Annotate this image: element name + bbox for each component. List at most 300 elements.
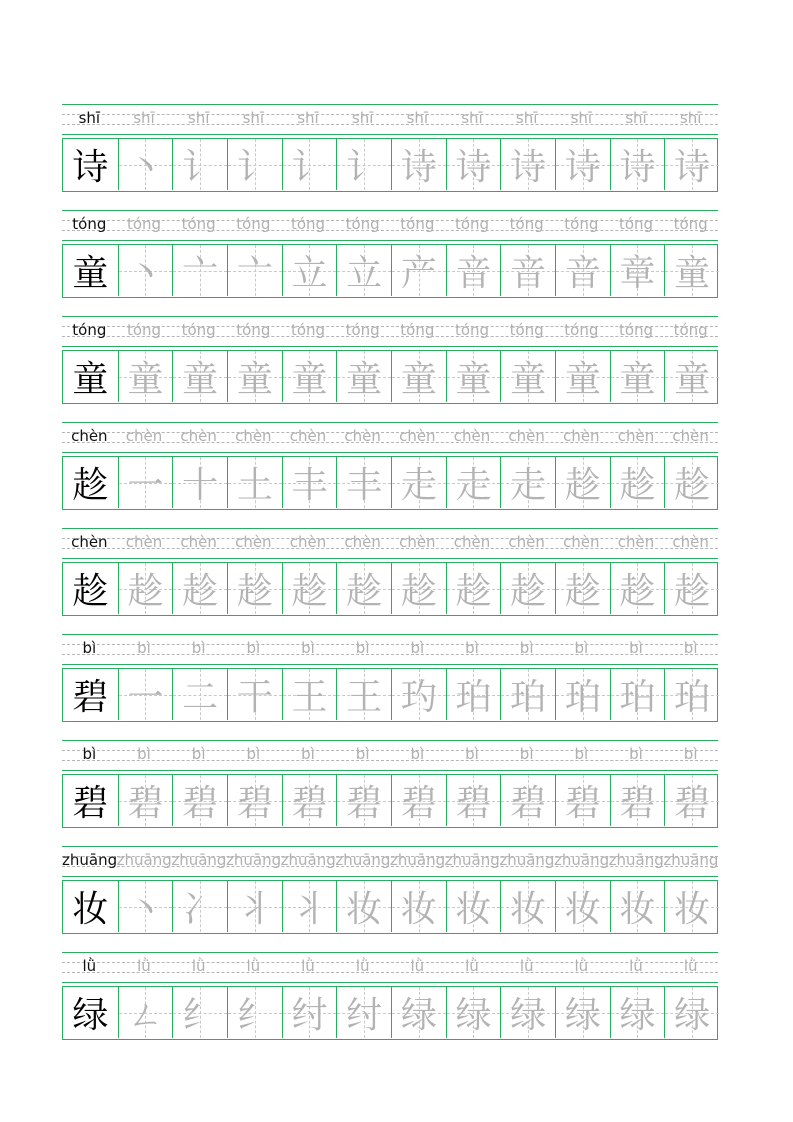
trace-character-cell bbox=[282, 457, 337, 508]
practice-row bbox=[62, 422, 718, 528]
practice-row bbox=[62, 952, 718, 1058]
guide-line bbox=[62, 134, 718, 135]
trace-character: 诗 bbox=[510, 147, 547, 188]
trace-character-cell bbox=[391, 881, 446, 932]
trace-character-cell bbox=[227, 775, 282, 826]
trace-character: 丶 bbox=[127, 253, 164, 294]
trace-character: 诗 bbox=[564, 147, 601, 188]
pinyin-trace: bì bbox=[574, 639, 589, 657]
pinyin-guide-lines bbox=[62, 210, 718, 240]
practice-row bbox=[62, 634, 718, 740]
trace-character: 趁 bbox=[564, 571, 601, 612]
trace-character: 音 bbox=[455, 253, 492, 294]
trace-character: 趁 bbox=[182, 571, 219, 612]
trace-character: 王 bbox=[346, 677, 383, 718]
model-character: 诗 bbox=[72, 147, 109, 188]
trace-character: 讠 bbox=[236, 147, 273, 188]
pinyin-trace: chèn bbox=[399, 533, 436, 551]
trace-character-cell bbox=[172, 351, 227, 402]
practice-row bbox=[62, 528, 718, 634]
trace-character-cell bbox=[555, 987, 610, 1038]
guide-line bbox=[62, 846, 718, 847]
trace-character-cell bbox=[336, 139, 391, 190]
trace-character: 童 bbox=[346, 359, 383, 400]
trace-character-cell bbox=[227, 563, 282, 614]
trace-character-cell bbox=[610, 881, 665, 932]
trace-character-cell bbox=[664, 139, 719, 190]
model-character-cell bbox=[63, 139, 118, 190]
trace-character-cell bbox=[610, 775, 665, 826]
trace-character: 妆 bbox=[510, 889, 547, 930]
trace-character: 丬 bbox=[291, 889, 328, 930]
trace-character-cell bbox=[391, 139, 446, 190]
pinyin-trace: tóng bbox=[126, 321, 162, 339]
trace-character: 童 bbox=[236, 359, 273, 400]
pinyin-model: zhuāng bbox=[62, 851, 118, 869]
trace-character-cell bbox=[336, 881, 391, 932]
trace-character-cell bbox=[500, 563, 555, 614]
pinyin-trace: bì bbox=[683, 639, 698, 657]
trace-character-cell bbox=[172, 987, 227, 1038]
trace-character-cell bbox=[227, 669, 282, 720]
trace-character-cell bbox=[610, 987, 665, 1038]
trace-character-cell bbox=[282, 669, 337, 720]
trace-character: 纣 bbox=[291, 995, 328, 1036]
pinyin-trace: tóng bbox=[673, 215, 708, 233]
trace-character: 玓 bbox=[400, 677, 437, 718]
character-grid bbox=[62, 138, 718, 192]
trace-character-cell bbox=[664, 351, 719, 402]
pinyin-trace: lǜ bbox=[629, 957, 643, 975]
trace-character: 趁 bbox=[510, 571, 547, 612]
trace-character: 趁 bbox=[455, 571, 492, 612]
trace-character-cell bbox=[282, 563, 337, 614]
trace-character: 碧 bbox=[291, 783, 328, 824]
guide-line bbox=[62, 876, 718, 877]
pinyin-trace: bì bbox=[410, 745, 425, 763]
pinyin-trace: tóng bbox=[673, 321, 708, 339]
trace-character: 走 bbox=[455, 465, 492, 506]
trace-character: 童 bbox=[400, 359, 437, 400]
trace-character: 绿 bbox=[455, 995, 492, 1036]
trace-character: 绿 bbox=[619, 995, 656, 1036]
trace-character-cell bbox=[118, 669, 173, 720]
model-character-cell bbox=[63, 245, 118, 296]
trace-character: 珀 bbox=[455, 677, 492, 718]
guide-line bbox=[62, 952, 718, 953]
guide-line bbox=[62, 210, 718, 211]
pinyin-trace: chèn bbox=[180, 427, 217, 445]
pinyin-trace: bì bbox=[191, 745, 206, 763]
pinyin-trace: shī bbox=[406, 109, 429, 127]
trace-character-cell bbox=[610, 457, 665, 508]
pinyin-trace: bì bbox=[246, 745, 261, 763]
pinyin-trace: bì bbox=[301, 639, 315, 657]
trace-character: 诗 bbox=[400, 147, 437, 188]
trace-character-cell bbox=[664, 457, 719, 508]
pinyin-trace: lǜ bbox=[301, 957, 315, 975]
trace-character-cell bbox=[446, 881, 501, 932]
guide-line bbox=[62, 982, 718, 983]
model-character: 童 bbox=[72, 253, 109, 294]
pinyin-trace: chèn bbox=[235, 533, 272, 551]
trace-character-cell bbox=[391, 669, 446, 720]
pinyin-trace: chèn bbox=[453, 427, 491, 445]
trace-character: 妆 bbox=[619, 889, 656, 930]
trace-character-cell bbox=[391, 457, 446, 508]
trace-character: 趁 bbox=[619, 571, 656, 612]
trace-character-cell bbox=[118, 457, 173, 508]
trace-character-cell bbox=[172, 457, 227, 508]
trace-character: 碧 bbox=[674, 783, 711, 824]
trace-character: 二 bbox=[182, 677, 219, 718]
trace-character: 童 bbox=[674, 253, 711, 294]
trace-character: 纟 bbox=[182, 995, 219, 1036]
trace-character-cell bbox=[555, 457, 610, 508]
pinyin-trace: bì bbox=[465, 745, 479, 763]
trace-character: 亠 bbox=[182, 253, 219, 294]
trace-character-cell bbox=[555, 669, 610, 720]
pinyin-model: tóng bbox=[72, 321, 107, 339]
pinyin-trace: bì bbox=[355, 639, 370, 657]
trace-character: 王 bbox=[291, 677, 328, 718]
trace-character: 碧 bbox=[564, 783, 601, 824]
trace-character: 童 bbox=[674, 359, 711, 400]
trace-character-cell bbox=[610, 669, 665, 720]
practice-row bbox=[62, 316, 718, 422]
pinyin-trace: bì bbox=[683, 745, 698, 763]
model-character-cell bbox=[63, 669, 118, 720]
pinyin-model: chèn bbox=[71, 427, 108, 445]
pinyin-trace: zhuāng bbox=[390, 851, 446, 869]
character-grid bbox=[62, 880, 718, 934]
pinyin-trace: chèn bbox=[508, 533, 545, 551]
trace-character-cell bbox=[118, 775, 173, 826]
trace-character-cell bbox=[336, 245, 391, 296]
trace-character: 童 bbox=[182, 359, 219, 400]
pinyin-trace: tóng bbox=[564, 215, 599, 233]
trace-character: 诗 bbox=[455, 147, 492, 188]
practice-row bbox=[62, 846, 718, 952]
pinyin-trace: lǜ bbox=[137, 957, 151, 975]
trace-character-cell bbox=[446, 669, 501, 720]
model-character-cell bbox=[63, 351, 118, 402]
trace-character-cell bbox=[610, 245, 665, 296]
pinyin-trace: bì bbox=[629, 745, 643, 763]
pinyin-trace: lǜ bbox=[191, 957, 206, 975]
trace-character-cell bbox=[664, 881, 719, 932]
guide-line bbox=[62, 740, 718, 741]
trace-character-cell bbox=[500, 881, 555, 932]
character-grid bbox=[62, 456, 718, 510]
pinyin-guide-lines bbox=[62, 316, 718, 346]
trace-character-cell bbox=[500, 669, 555, 720]
trace-character: 纟 bbox=[236, 995, 273, 1036]
trace-character: 妆 bbox=[674, 889, 711, 930]
trace-character-cell bbox=[282, 987, 337, 1038]
model-character: 趁 bbox=[72, 465, 109, 506]
trace-character: 童 bbox=[564, 359, 601, 400]
pinyin-guide-lines bbox=[62, 528, 718, 558]
trace-character: 童 bbox=[291, 359, 328, 400]
trace-character-cell bbox=[500, 351, 555, 402]
trace-character: 纣 bbox=[346, 995, 383, 1036]
trace-character-cell bbox=[227, 881, 282, 932]
pinyin-trace: bì bbox=[137, 745, 151, 763]
guide-line bbox=[62, 770, 718, 771]
guide-line bbox=[62, 422, 718, 423]
trace-character: 碧 bbox=[182, 783, 219, 824]
trace-character: 一 bbox=[127, 677, 164, 718]
trace-character: 讠 bbox=[182, 147, 219, 188]
trace-character-cell bbox=[336, 669, 391, 720]
trace-character-cell bbox=[500, 775, 555, 826]
pinyin-trace: lǜ bbox=[574, 957, 589, 975]
pinyin-trace: lǜ bbox=[246, 957, 261, 975]
trace-character: 丰 bbox=[346, 465, 383, 506]
pinyin-trace: tóng bbox=[564, 321, 599, 339]
pinyin-trace: shī bbox=[570, 109, 593, 127]
model-character: 绿 bbox=[72, 995, 109, 1036]
trace-character: ㄥ bbox=[127, 995, 164, 1036]
pinyin-model: bì bbox=[82, 639, 97, 657]
trace-character-cell bbox=[118, 881, 173, 932]
pinyin-trace: chèn bbox=[453, 533, 491, 551]
pinyin-trace: tóng bbox=[400, 321, 435, 339]
trace-character: 走 bbox=[510, 465, 547, 506]
model-character-cell bbox=[63, 987, 118, 1038]
trace-character: 诗 bbox=[674, 147, 711, 188]
pinyin-trace: tóng bbox=[618, 321, 654, 339]
guide-line bbox=[62, 558, 718, 559]
trace-character: 一 bbox=[127, 465, 164, 506]
trace-character-cell bbox=[172, 563, 227, 614]
trace-character-cell bbox=[336, 563, 391, 614]
model-character: 妆 bbox=[72, 889, 109, 930]
pinyin-trace: bì bbox=[246, 639, 261, 657]
trace-character: 趁 bbox=[236, 571, 273, 612]
pinyin-trace: tóng bbox=[181, 321, 216, 339]
trace-character-cell bbox=[555, 245, 610, 296]
pinyin-trace: chèn bbox=[180, 533, 217, 551]
trace-character-cell bbox=[282, 351, 337, 402]
character-grid bbox=[62, 244, 718, 298]
pinyin-trace: lǜ bbox=[355, 957, 370, 975]
trace-character: 碧 bbox=[455, 783, 492, 824]
trace-character-cell bbox=[172, 669, 227, 720]
trace-character-cell bbox=[664, 775, 719, 826]
pinyin-trace: zhuāng bbox=[608, 851, 664, 869]
pinyin-model: bì bbox=[82, 745, 97, 763]
trace-character: 趁 bbox=[564, 465, 601, 506]
pinyin-guide-lines bbox=[62, 634, 718, 664]
trace-character: 童 bbox=[455, 359, 492, 400]
pinyin-trace: tóng bbox=[345, 321, 380, 339]
trace-character-cell bbox=[172, 881, 227, 932]
trace-character: 珀 bbox=[510, 677, 547, 718]
trace-character: 产 bbox=[400, 253, 437, 294]
trace-character-cell bbox=[227, 457, 282, 508]
trace-character: 立 bbox=[346, 253, 383, 294]
trace-character-cell bbox=[610, 351, 665, 402]
trace-character: 妆 bbox=[400, 889, 437, 930]
pinyin-trace: shī bbox=[242, 109, 265, 127]
trace-character-cell bbox=[172, 139, 227, 190]
trace-character-cell bbox=[446, 351, 501, 402]
trace-character-cell bbox=[227, 987, 282, 1038]
trace-character: 土 bbox=[236, 465, 273, 506]
trace-character: 绿 bbox=[564, 995, 601, 1036]
trace-character: 丶 bbox=[127, 889, 164, 930]
pinyin-trace: chèn bbox=[508, 427, 545, 445]
pinyin-trace: tóng bbox=[345, 215, 380, 233]
pinyin-trace: tóng bbox=[509, 215, 544, 233]
trace-character: 立 bbox=[291, 253, 328, 294]
pinyin-trace: zhuāng bbox=[116, 851, 172, 869]
guide-line bbox=[62, 346, 718, 347]
trace-character: 妆 bbox=[346, 889, 383, 930]
trace-character-cell bbox=[336, 457, 391, 508]
trace-character: 丬 bbox=[236, 889, 273, 930]
trace-character-cell bbox=[336, 987, 391, 1038]
pinyin-guide-lines bbox=[62, 952, 718, 982]
pinyin-trace: chèn bbox=[563, 427, 600, 445]
pinyin-trace: bì bbox=[465, 639, 479, 657]
pinyin-trace: zhuāng bbox=[499, 851, 555, 869]
trace-character-cell bbox=[446, 563, 501, 614]
guide-line bbox=[62, 316, 718, 317]
trace-character: 童 bbox=[127, 359, 164, 400]
trace-character-cell bbox=[118, 987, 173, 1038]
trace-character: 趁 bbox=[619, 465, 656, 506]
trace-character: 珀 bbox=[619, 677, 656, 718]
trace-character-cell bbox=[118, 351, 173, 402]
pinyin-trace: chèn bbox=[399, 427, 436, 445]
pinyin-trace: chèn bbox=[344, 427, 381, 445]
pinyin-trace: bì bbox=[410, 639, 425, 657]
trace-character: 妆 bbox=[564, 889, 601, 930]
trace-character-cell bbox=[336, 351, 391, 402]
trace-character-cell bbox=[227, 351, 282, 402]
trace-character-cell bbox=[664, 987, 719, 1038]
pinyin-trace: shī bbox=[515, 109, 538, 127]
trace-character: 趁 bbox=[400, 571, 437, 612]
guide-line bbox=[62, 528, 718, 529]
pinyin-trace: shī bbox=[351, 109, 374, 127]
pinyin-trace: bì bbox=[355, 745, 370, 763]
trace-character-cell bbox=[172, 245, 227, 296]
trace-character-cell bbox=[664, 245, 719, 296]
pinyin-guide-lines bbox=[62, 104, 718, 134]
trace-character: 章 bbox=[619, 253, 656, 294]
trace-character-cell bbox=[664, 563, 719, 614]
pinyin-trace: shī bbox=[679, 109, 702, 127]
trace-character: 十 bbox=[182, 465, 219, 506]
trace-character: 妆 bbox=[455, 889, 492, 930]
trace-character: 趁 bbox=[674, 465, 711, 506]
trace-character-cell bbox=[500, 987, 555, 1038]
trace-character: 绿 bbox=[510, 995, 547, 1036]
trace-character: 碧 bbox=[619, 783, 656, 824]
model-character: 碧 bbox=[72, 783, 109, 824]
pinyin-trace: zhuāng bbox=[171, 851, 227, 869]
trace-character: 音 bbox=[564, 253, 601, 294]
trace-character-cell bbox=[391, 987, 446, 1038]
practice-row bbox=[62, 210, 718, 316]
trace-character: 诗 bbox=[619, 147, 656, 188]
pinyin-trace: bì bbox=[519, 745, 534, 763]
pinyin-trace: chèn bbox=[617, 427, 655, 445]
model-character-cell bbox=[63, 563, 118, 614]
trace-character: 绿 bbox=[674, 995, 711, 1036]
trace-character: 冫 bbox=[182, 889, 219, 930]
pinyin-trace: chèn bbox=[235, 427, 272, 445]
trace-character: 碧 bbox=[236, 783, 273, 824]
practice-row bbox=[62, 740, 718, 846]
trace-character-cell bbox=[610, 563, 665, 614]
trace-character-cell bbox=[282, 881, 337, 932]
trace-character: 绿 bbox=[400, 995, 437, 1036]
pinyin-trace: shī bbox=[297, 109, 319, 127]
pinyin-guide-lines bbox=[62, 846, 718, 876]
trace-character: 趁 bbox=[346, 571, 383, 612]
pinyin-trace: zhuāng bbox=[444, 851, 500, 869]
pinyin-trace: bì bbox=[191, 639, 206, 657]
trace-character-cell bbox=[227, 139, 282, 190]
trace-character-cell bbox=[555, 881, 610, 932]
trace-character: 童 bbox=[510, 359, 547, 400]
trace-character-cell bbox=[446, 139, 501, 190]
trace-character: 趁 bbox=[291, 571, 328, 612]
pinyin-trace: tóng bbox=[236, 321, 271, 339]
trace-character-cell bbox=[446, 457, 501, 508]
trace-character-cell bbox=[282, 245, 337, 296]
trace-character: 碧 bbox=[346, 783, 383, 824]
pinyin-trace: lǜ bbox=[410, 957, 425, 975]
pinyin-trace: lǜ bbox=[465, 957, 479, 975]
pinyin-trace: tóng bbox=[181, 215, 216, 233]
pinyin-model: chèn bbox=[71, 533, 108, 551]
pinyin-trace: shī bbox=[461, 109, 483, 127]
trace-character-cell bbox=[391, 245, 446, 296]
trace-character-cell bbox=[282, 775, 337, 826]
guide-line bbox=[62, 240, 718, 241]
pinyin-trace: tóng bbox=[400, 215, 435, 233]
pinyin-trace: bì bbox=[137, 639, 151, 657]
character-grid bbox=[62, 986, 718, 1040]
pinyin-trace: zhuāng bbox=[280, 851, 336, 869]
pinyin-trace: lǜ bbox=[683, 957, 698, 975]
pinyin-trace: bì bbox=[301, 745, 315, 763]
pinyin-trace: tóng bbox=[454, 215, 490, 233]
trace-character-cell bbox=[555, 775, 610, 826]
trace-character-cell bbox=[446, 987, 501, 1038]
trace-character-cell bbox=[391, 351, 446, 402]
pinyin-trace: tóng bbox=[290, 215, 326, 233]
trace-character-cell bbox=[664, 669, 719, 720]
pinyin-trace: bì bbox=[629, 639, 643, 657]
character-grid bbox=[62, 668, 718, 722]
model-character-cell bbox=[63, 775, 118, 826]
trace-character: 干 bbox=[236, 677, 273, 718]
trace-character-cell bbox=[118, 245, 173, 296]
model-character: 趁 bbox=[72, 571, 109, 612]
pinyin-trace: zhuāng bbox=[226, 851, 282, 869]
trace-character: 碧 bbox=[127, 783, 164, 824]
pinyin-trace: chèn bbox=[289, 533, 327, 551]
pinyin-trace: chèn bbox=[125, 533, 163, 551]
pinyin-trace: zhuāng bbox=[554, 851, 610, 869]
